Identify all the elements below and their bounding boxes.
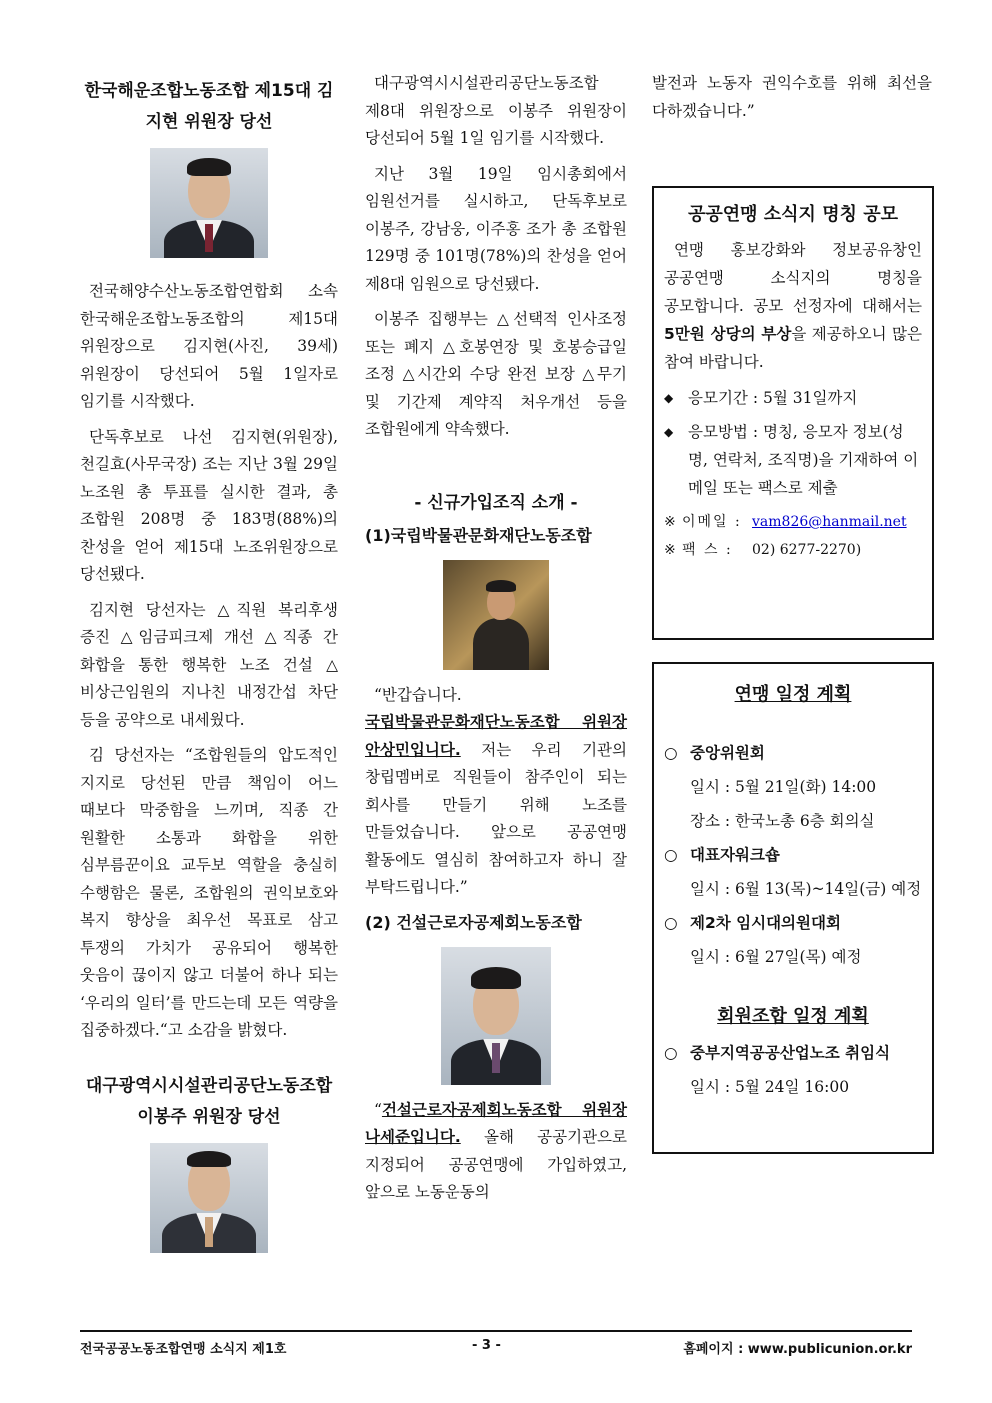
circle-bullet-icon: ○ xyxy=(664,1044,678,1062)
member-schedule-title: 회원조합 일정 계획 xyxy=(717,1006,869,1027)
page-number: - 3 - xyxy=(472,1338,501,1353)
contest-intro: 연맹 홍보강화와 정보공유창인 공공연맹 소식지의 명칭을 공모합니다. 공모 선정자에 대해서는 5만원 상당의 부상을 제공하오니 많은 참여 바랍니다. xyxy=(664,241,922,371)
homepage-url: 홈페이지 : www.publicunion.or.kr xyxy=(683,1342,912,1357)
article2-portrait-photo xyxy=(150,1143,268,1253)
column-3 xyxy=(652,70,932,133)
name-contest-box xyxy=(652,186,934,640)
org2-greeting: “건설근로자공제회노동조합 위원장 나세준입니다. 올해 공공기관으로 지정되어 공공연맹에 가입하였고, 앞으로 노동운동의 xyxy=(365,1100,627,1201)
newsletter-issue: 전국공공노동조합연맹 소식지 제1호 xyxy=(80,1342,287,1357)
contest-fax: ※ 팩 스 : 02) 6277-2270) xyxy=(664,542,862,558)
contest-email: ※ 이메일 : vam826@hanmail.net xyxy=(664,508,922,536)
schedule-item: ○ 제2차 임시대의원대회 xyxy=(664,906,922,940)
federation-schedule-title: 연맹 일정 계획 xyxy=(734,684,852,705)
schedule-detail: 일시 : 6월 13(목)~14일(금) 예정 xyxy=(690,880,922,898)
new-members-section-title: - 신규가입조직 소개 - xyxy=(414,492,578,513)
schedule-box xyxy=(652,662,934,1154)
schedule-detail: 일시 : 6월 27일(목) 예정 xyxy=(690,948,862,966)
page-footer xyxy=(80,1330,912,1357)
schedule-item: ○ 중앙위원회 xyxy=(664,736,922,770)
email-link[interactable]: vam826@hanmail.net xyxy=(752,514,907,530)
org2-greeting-continued: 발전과 노동자 권익수호를 위해 최선을 다하겠습니다.” xyxy=(652,74,932,120)
schedule-item: ○ 대표자워크숍 xyxy=(664,838,922,872)
article1-paragraph: 전국해양수산노동조합연합회 소속 한국해운조합노동조합의 제15대 위원장으로 김지현(사진, 39세) 위원장이 당선되어 5월 1일자로 임기를 시작했다. xyxy=(80,282,338,410)
article2-headline: 대구광역시시설관리공단노동조합 이봉주 위원장 당선 xyxy=(85,1075,333,1127)
article2-paragraph: 이봉주 집행부는 △선택적 인사조정 또는 폐지 △호봉연장 및 호봉승급일 조정 △시간외 수당 완전 보장 △무기 및 기간제 계약직 처우개선 등을 조합원에게 약속했다. xyxy=(365,310,627,438)
schedule-detail: 장소 : 한국노총 6층 회의실 xyxy=(690,812,875,830)
diamond-bullet-icon: ◆ xyxy=(664,391,674,405)
org1-greeting: “반갑습니다. 국립박물관문화재단노동조합 위원장 안상민입니다. 저는 우리 기관의 창립멤버로 직원들이 참주인이 되는 회사를 만들기 위해 노조를 만들었습니다. 앞으로 공공연맹 활동에도 열심히 참여하고자 하니 잘 부탁드립니다.” xyxy=(365,685,627,896)
article1-paragraph: 김지현 당선자는 △직원 복리후생 증진 △임금피크제 개선 △직종 간 화합을 통한 행복한 노조 건설 △비상근임원의 지나친 내정간섭 차단 등을 공약으로 내세웠다. xyxy=(80,600,338,729)
schedule-item: ○ 중부지역공공산업노조 취임식 xyxy=(664,1036,922,1070)
org2-speaker-photo xyxy=(441,947,551,1085)
circle-bullet-icon: ○ xyxy=(664,846,678,864)
article1-headline: 한국해운조합노동조합 제15대 김지현 위원장 당선 xyxy=(84,81,334,132)
contest-method: ◆ 응모방법 : 명칭, 응모자 정보(성명, 연락처, 조직명)을 기재하여 이메일 또는 팩스로 제출 xyxy=(664,418,922,502)
schedule-detail: 일시 : 5월 21일(화) 14:00 xyxy=(690,778,877,796)
article2-paragraph: 대구광역시시설관리공단노동조합 제8대 위원장으로 이봉주 위원장이 당선되어 5월 1일 임기를 시작했다. xyxy=(365,74,627,147)
circle-bullet-icon: ○ xyxy=(664,914,678,932)
article1-paragraph: 단독후보로 나선 김지현(위원장), 천길효(사무국장) 조는 지난 3월 29일 노조원 총 투표를 실시한 결과, 총 조합원 208명 중 183명(88%)의 찬성을 얻어 제15대 노조위원장으로 당선됐다. xyxy=(80,427,338,583)
article1-portrait-photo xyxy=(150,148,268,258)
org1-title: (1)국립박물관문화재단노동조합 xyxy=(365,525,592,545)
schedule-detail: 일시 : 5월 24일 16:00 xyxy=(690,1078,850,1096)
article2-paragraph: 지난 3월 19일 임시총회에서 임원선거를 실시하고, 단독후보로 이봉주, 강남웅, 이주홍 조가 총 조합원 129명 중 101명(78%)의 찬성을 얻어 제8대 임원으로 당선됐다. xyxy=(365,164,627,293)
article1-paragraph: 김 당선자는 “조합원들의 압도적인 지지로 당선된 만큼 책임이 어느 때보다 막중함을 느끼며, 직종 간 원활한 소통과 화합을 위한 심부름꾼이요 교두보 역할을 충실히 수행함은 물론, 조합원의 권익보호와 복지 향상을 최우선 목표로 삼고 투쟁의 가치가 공유되어 행복한 웃음이 끊이지 않고 더불어 하나 되는 ‘우리의 일터’를 만드는데 모든 역량을 집중하겠다.“고 소감을 밝혔다. xyxy=(80,746,338,1039)
org2-title: (2) 건설근로자공제회노동조합 xyxy=(365,912,582,932)
column-1 xyxy=(80,70,338,1253)
column-2 xyxy=(365,70,627,1215)
contest-title: 공공연맹 소식지 명칭 공모 xyxy=(687,204,899,225)
org1-speaker-photo xyxy=(443,560,549,670)
diamond-bullet-icon: ◆ xyxy=(664,425,674,439)
circle-bullet-icon: ○ xyxy=(664,744,678,762)
contest-period: ◆ 응모기간 : 5월 31일까지 xyxy=(664,384,922,412)
